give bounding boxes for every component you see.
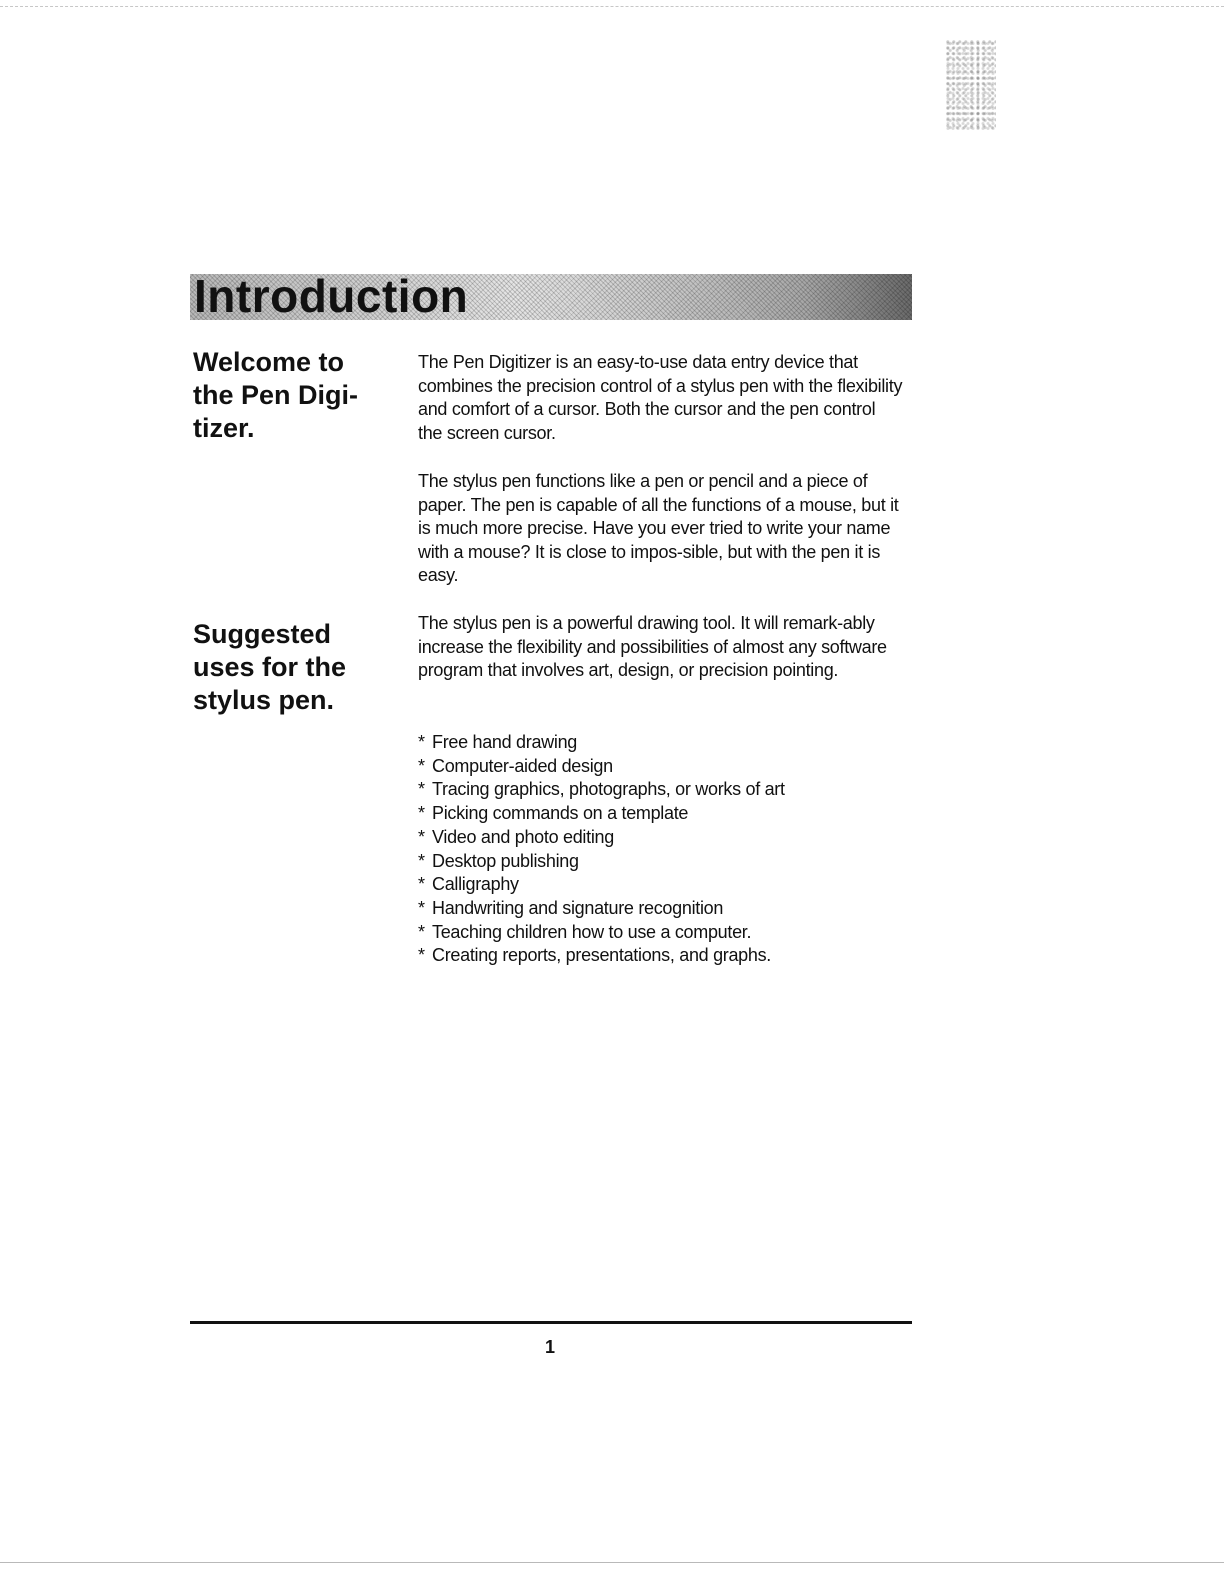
section-title-bar (190, 270, 912, 322)
list-item (418, 921, 785, 945)
uses-heading: Suggested uses for the stylus pen. (193, 619, 347, 715)
list-item-text: Picking commands on a template (432, 803, 689, 824)
list-item (418, 873, 785, 897)
bullet-marker: * (418, 826, 425, 847)
list-item-text: Creating reports, presentations, and graphs. (432, 945, 772, 966)
list-item (418, 826, 785, 850)
list-item-text: Computer-aided design (432, 755, 613, 776)
list-item-text: Desktop publishing (432, 850, 579, 871)
uses-list (418, 731, 785, 968)
scan-artifact-bottom (0, 1562, 1224, 1564)
bullet-marker: * (418, 755, 425, 776)
bullet-marker: * (418, 850, 425, 871)
bullet-marker: * (418, 945, 425, 966)
scan-artifact-top (0, 6, 1224, 8)
list-item (418, 897, 785, 921)
list-item (418, 778, 785, 802)
bullet-marker: * (418, 897, 425, 918)
list-item (418, 802, 785, 826)
welcome-heading: Welcome to the Pen Digi-tizer. (193, 347, 359, 443)
page-number: 1 (544, 1337, 555, 1357)
scan-speckle (946, 40, 996, 130)
list-item (418, 944, 785, 968)
list-item-text: Teaching children how to use a computer. (432, 921, 752, 942)
list-item-text: Tracing graphics, photographs, or works of art (432, 779, 785, 800)
bullet-marker: * (418, 921, 425, 942)
bullet-marker: * (418, 803, 425, 824)
section-title: Introduction (194, 270, 469, 322)
bullet-marker: * (418, 874, 425, 895)
list-item-text: Handwriting and signature recognition (432, 897, 724, 918)
bullet-marker: * (418, 779, 425, 800)
list-item (418, 731, 785, 755)
drawing-tool-paragraph: The stylus pen is a powerful drawing tool. It will remark-ably increase the flexibility and possibilities of almost any software program that involves art, design, or precision pointing. (418, 613, 887, 680)
bullet-marker: * (418, 732, 425, 752)
intro-paragraph: The Pen Digitizer is an easy-to-use data entry device that combines the precision control of a stylus pen with the flexibility and comfort of a cursor. Both the cursor and the pen control the screen cursor. (418, 352, 903, 443)
footer-rule (190, 1321, 912, 1324)
list-item-text: Free hand drawing (432, 732, 577, 752)
stylus-paragraph: The stylus pen functions like a pen or pencil and a piece of paper. The pen is capable of all the functions of a mouse, but it is much more precise. Have you ever tried to write your name with a mouse? It is close to impos-sible, but with the pen it is easy. (418, 471, 899, 585)
list-item (418, 850, 785, 874)
list-item-text: Calligraphy (432, 874, 519, 895)
list-item-text: Video and photo editing (432, 826, 614, 847)
list-item (418, 755, 785, 779)
